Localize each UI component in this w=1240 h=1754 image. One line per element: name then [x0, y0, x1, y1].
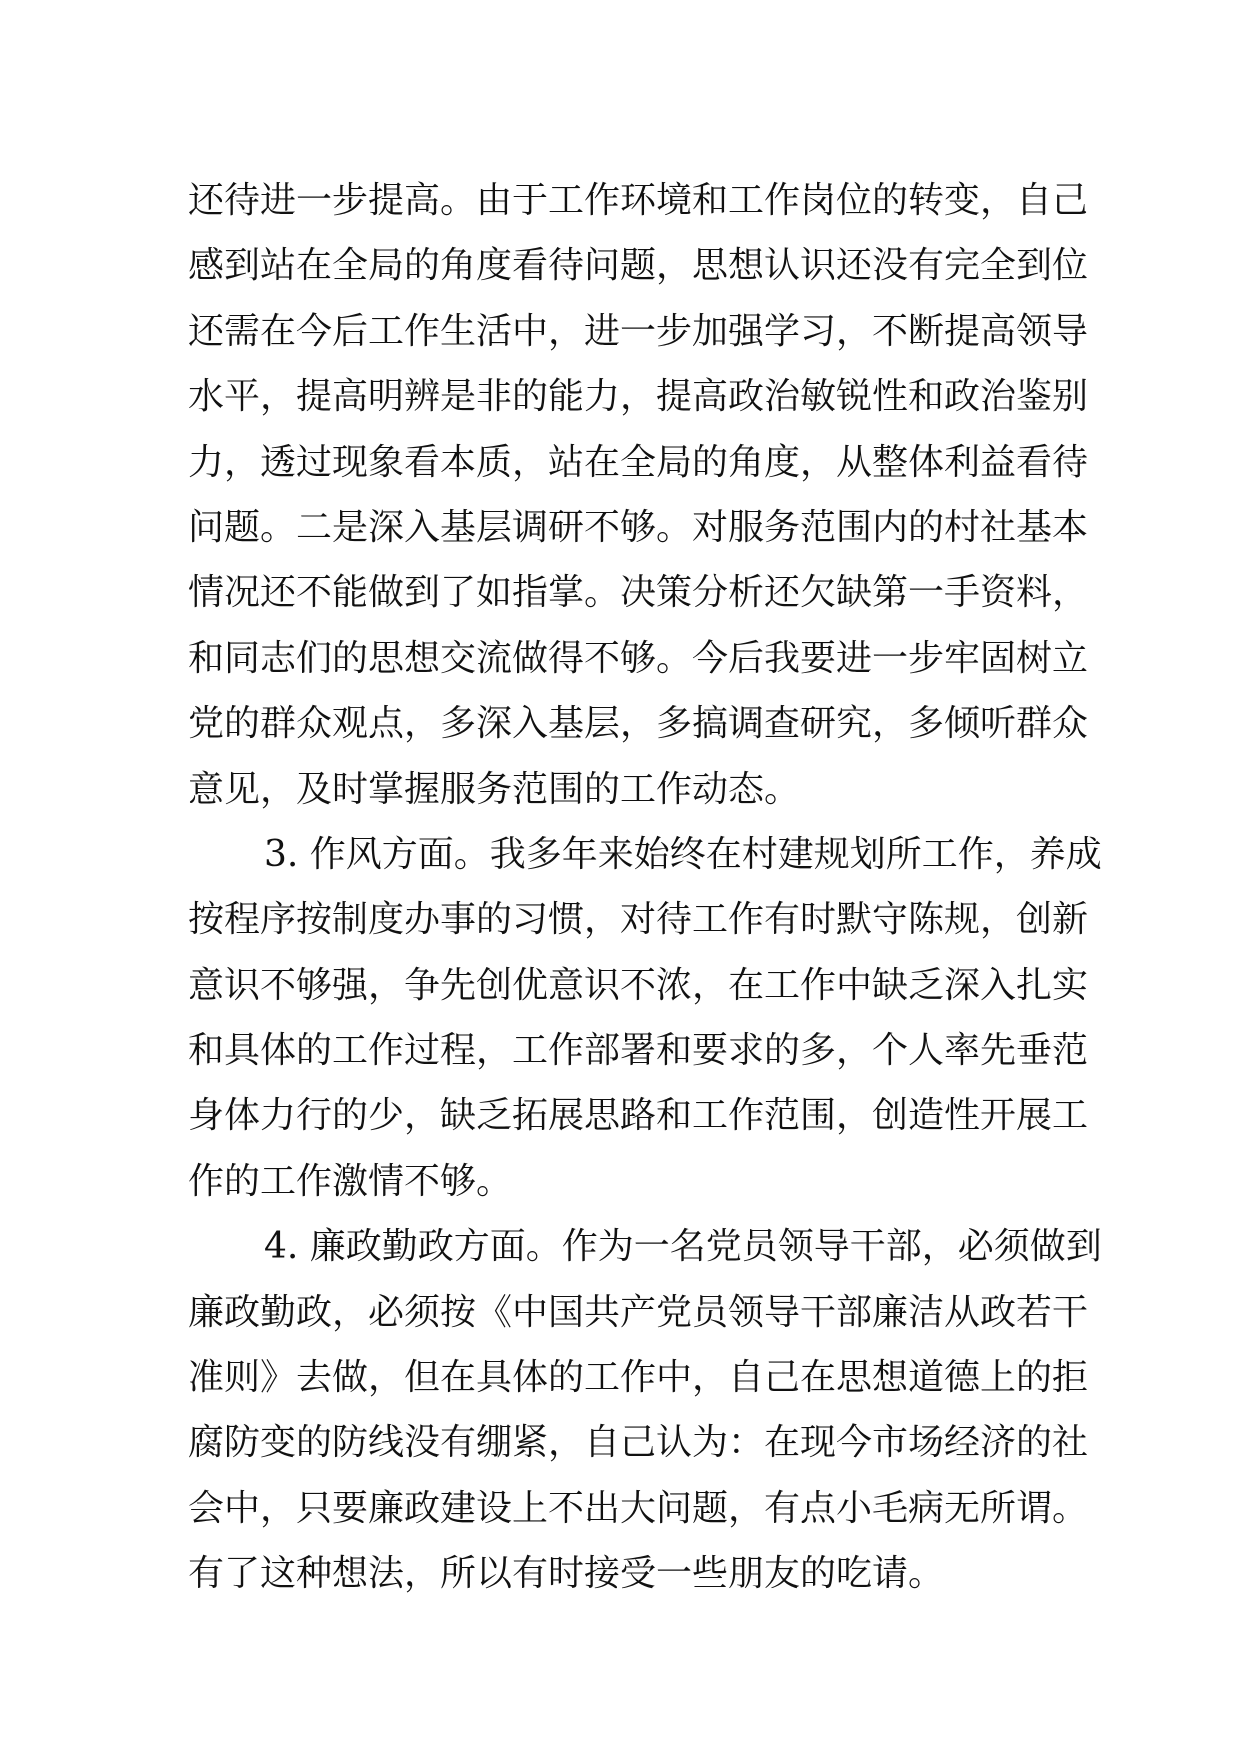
text-line: 和具体的工作过程，工作部署和要求的多，个人率先垂范 — [188, 1030, 1089, 1072]
text-line: 意见，及时掌握服务范围的工作动态。 — [188, 768, 801, 810]
text-line: 准则》去做，但在具体的工作中，自己在思想道德上的拒 — [188, 1357, 1089, 1399]
text-line: 作的工作激情不够。 — [188, 1160, 513, 1202]
text-line: 还待进一步提高。由于工作环境和工作岗位的转变，自己 — [188, 180, 1089, 221]
text-line: 问题。二是深入基层调研不够。对服务范围内的村社基本 — [188, 506, 1089, 548]
text-line: 有了这种想法，所以有时接受一些朋友的吃请。 — [188, 1553, 945, 1595]
text-line: 情况还不能做到了如指掌。决策分析还欠缺第一手资料， — [188, 572, 1089, 614]
text-line: 力，透过现象看本质，站在全局的角度，从整体利益看待 — [188, 441, 1089, 483]
text-line: 按程序按制度办事的习惯，对待工作有时默守陈规，创新 — [188, 899, 1089, 941]
text-line: 廉政勤政，必须按《中国共产党员领导干部廉洁从政若干 — [188, 1291, 1089, 1333]
text-line: 会中，只要廉政建设上不出大问题，有点小毛病无所谓。 — [188, 1487, 1089, 1529]
text-line: 腐防变的防线没有绷紧，自己认为：在现今市场经济的社 — [188, 1422, 1089, 1464]
text-line: 还需在今后工作生活中，进一步加强学习，不断提高领导 — [188, 310, 1089, 352]
text-line: 党的群众观点，多深入基层，多搞调查研究，多倾听群众 — [188, 703, 1089, 745]
text-line: 身体力行的少，缺乏拓展思路和工作范围，创造性开展工 — [188, 1095, 1089, 1137]
text-line: 水平，提高明辨是非的能力，提高政治敏锐性和政治鉴别 — [188, 376, 1089, 418]
text-line: 和同志们的思想交流做得不够。今后我要进一步牢固树立 — [188, 637, 1089, 679]
section-4-first-line: 4. 廉政勤政方面。作为一名党员领导干部，必须做到 — [264, 1226, 1102, 1268]
body-text — [188, 168, 1102, 1607]
text-line: 感到站在全局的角度看待问题，思想认识还没有完全到位 — [188, 245, 1089, 287]
section-3-first-line: 3. 作风方面。我多年来始终在村建规划所工作，养成 — [264, 833, 1102, 875]
text-line: 意识不够强，争先创优意识不浓，在工作中缺乏深入扎实 — [188, 964, 1089, 1006]
